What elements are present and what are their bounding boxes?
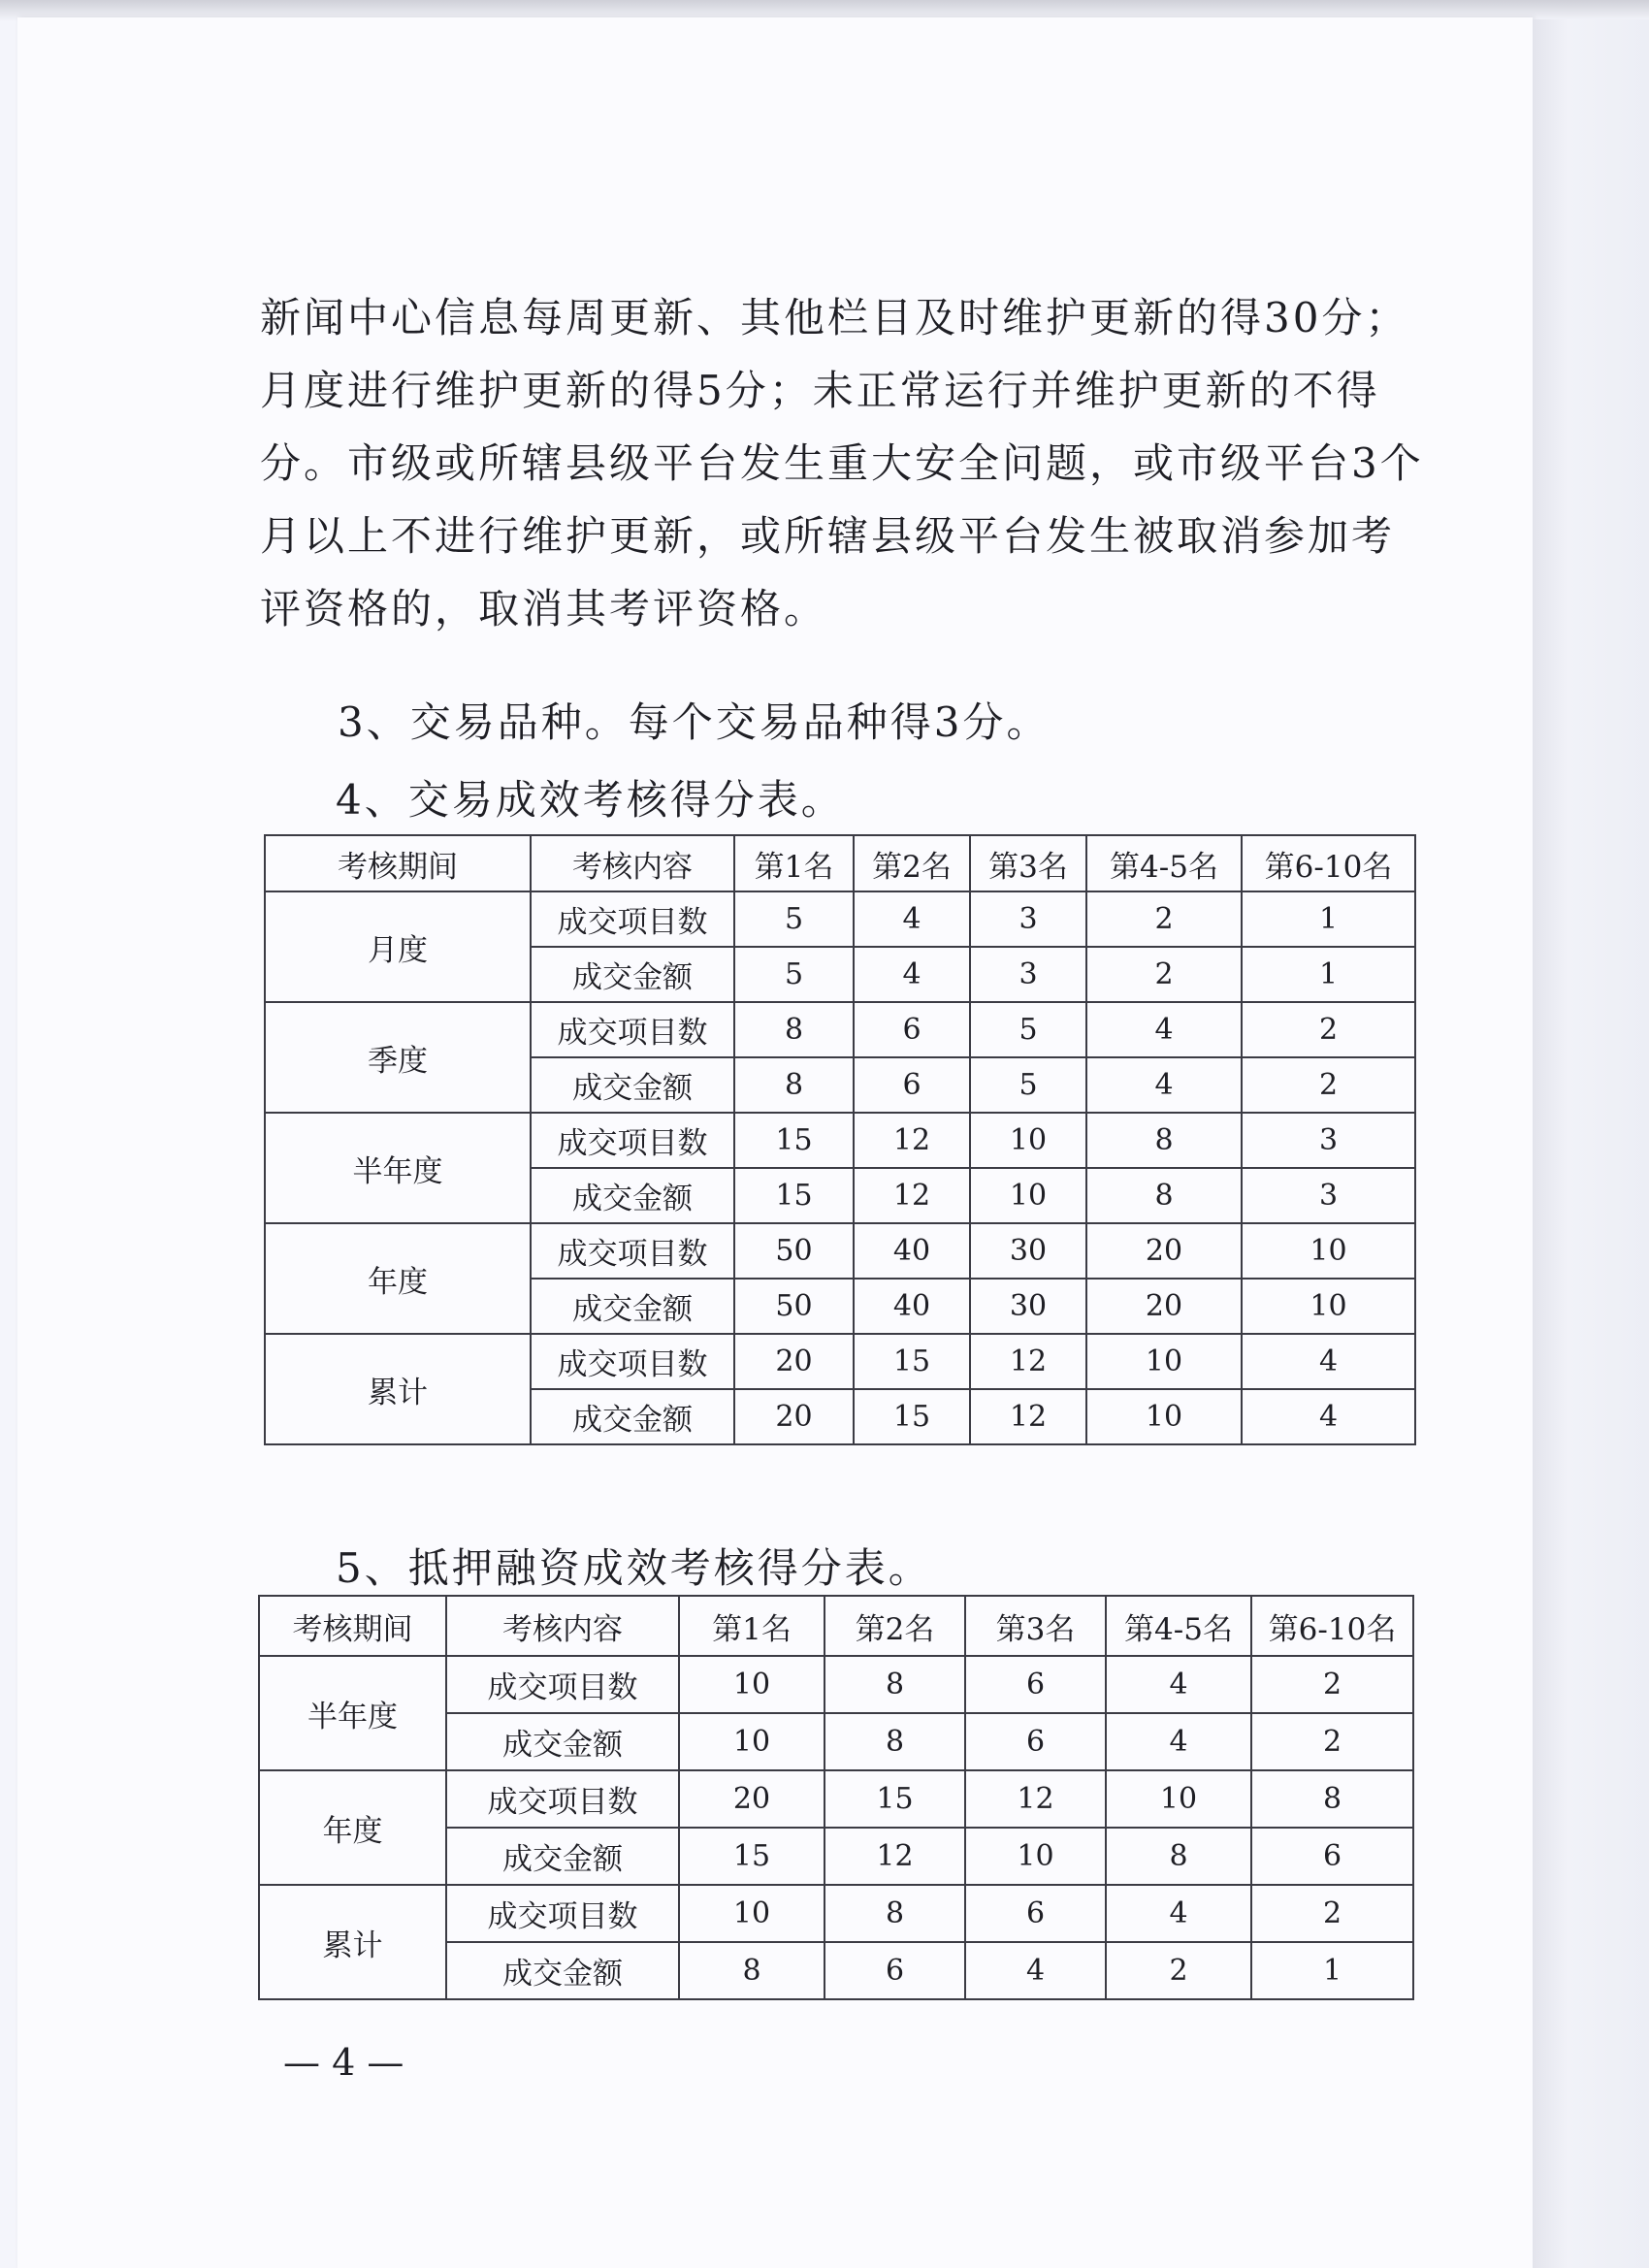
period-cell: 半年度 <box>259 1656 446 1770</box>
score-cell: 5 <box>970 1057 1086 1113</box>
table-row <box>259 1656 1413 1713</box>
content-cell: 成交金额 <box>446 1942 679 1999</box>
score-cell: 20 <box>679 1770 824 1828</box>
header-cell: 考核内容 <box>531 835 734 891</box>
header-cell: 第3名 <box>965 1596 1106 1656</box>
score-cell: 6 <box>854 1057 970 1113</box>
score-cell: 8 <box>1251 1770 1413 1828</box>
table-row <box>259 1885 1413 1942</box>
header-cell: 第2名 <box>824 1596 965 1656</box>
score-cell: 2 <box>1242 1057 1415 1113</box>
score-cell: 8 <box>734 1057 854 1113</box>
content-cell: 成交项目数 <box>446 1770 679 1828</box>
score-cell: 10 <box>1242 1279 1415 1334</box>
score-cell: 4 <box>854 891 970 947</box>
score-cell: 6 <box>854 1002 970 1057</box>
score-cell: 6 <box>965 1885 1106 1942</box>
header-cell: 第3名 <box>970 835 1086 891</box>
score-cell: 8 <box>734 1002 854 1057</box>
period-cell: 累计 <box>265 1334 531 1444</box>
content-cell: 成交金额 <box>531 1389 734 1444</box>
score-cell: 3 <box>970 891 1086 947</box>
score-cell: 12 <box>854 1113 970 1168</box>
content-cell: 成交项目数 <box>446 1885 679 1942</box>
score-cell: 10 <box>1242 1223 1415 1279</box>
period-cell: 季度 <box>265 1002 531 1113</box>
score-cell: 10 <box>1086 1389 1242 1444</box>
score-cell: 1 <box>1251 1942 1413 1999</box>
content-cell: 成交金额 <box>446 1828 679 1885</box>
score-cell: 2 <box>1251 1885 1413 1942</box>
score-cell: 20 <box>734 1334 854 1389</box>
content-cell: 成交项目数 <box>531 1334 734 1389</box>
table-header-row <box>259 1596 1413 1656</box>
score-cell: 12 <box>854 1168 970 1223</box>
header-cell: 第4-5名 <box>1086 835 1242 891</box>
score-cell: 4 <box>1242 1334 1415 1389</box>
score-cell: 15 <box>854 1389 970 1444</box>
score-cell: 4 <box>1242 1389 1415 1444</box>
score-cell: 8 <box>1106 1828 1251 1885</box>
content-cell: 成交金额 <box>446 1713 679 1770</box>
score-cell: 12 <box>970 1389 1086 1444</box>
header-cell: 第2名 <box>854 835 970 891</box>
score-cell: 5 <box>734 947 854 1002</box>
score-cell: 10 <box>970 1113 1086 1168</box>
content-cell: 成交金额 <box>531 947 734 1002</box>
header-cell: 第6-10名 <box>1242 835 1415 891</box>
table-row <box>265 1334 1415 1389</box>
header-cell: 第4-5名 <box>1106 1596 1251 1656</box>
score-cell: 10 <box>1086 1334 1242 1389</box>
score-cell: 10 <box>1106 1770 1251 1828</box>
score-cell: 8 <box>824 1713 965 1770</box>
header-cell: 第6-10名 <box>1251 1596 1413 1656</box>
score-cell: 6 <box>965 1656 1106 1713</box>
period-cell: 年度 <box>259 1770 446 1885</box>
item-4-heading: 4、交易成效考核得分表。 <box>336 776 845 824</box>
score-cell: 15 <box>734 1113 854 1168</box>
score-cell: 15 <box>824 1770 965 1828</box>
adjacent-page-edge <box>1533 19 1649 2268</box>
score-cell: 8 <box>679 1942 824 1999</box>
score-cell: 50 <box>734 1279 854 1334</box>
score-cell: 12 <box>824 1828 965 1885</box>
score-cell: 6 <box>1251 1828 1413 1885</box>
header-cell: 考核期间 <box>259 1596 446 1656</box>
content-cell: 成交金额 <box>531 1057 734 1113</box>
score-cell: 15 <box>854 1334 970 1389</box>
period-cell: 累计 <box>259 1885 446 1999</box>
score-cell: 20 <box>734 1389 854 1444</box>
header-cell: 考核期间 <box>265 835 531 891</box>
score-cell: 10 <box>965 1828 1106 1885</box>
period-cell: 月度 <box>265 891 531 1002</box>
score-cell: 30 <box>970 1279 1086 1334</box>
score-cell: 4 <box>1086 1002 1242 1057</box>
score-cell: 40 <box>854 1223 970 1279</box>
score-cell: 5 <box>734 891 854 947</box>
score-cell: 2 <box>1242 1002 1415 1057</box>
score-cell: 3 <box>1242 1168 1415 1223</box>
header-cell: 第1名 <box>734 835 854 891</box>
score-cell: 10 <box>679 1713 824 1770</box>
score-cell: 12 <box>965 1770 1106 1828</box>
score-cell: 6 <box>965 1713 1106 1770</box>
score-cell: 4 <box>854 947 970 1002</box>
table-row <box>265 891 1415 947</box>
score-cell: 15 <box>679 1828 824 1885</box>
paragraph-platform-maintenance: 新闻中心信息每周更新、其他栏目及时维护更新的得30分；月度进行维护更新的得5分；未正常运行并维护更新的不得分。市级或所辖县级平台发生重大安全问题，或市级平台3个月以上不进行维护更新，或所辖县级平台发生被取消参加考评资格的，取消其考评资格。 <box>260 294 1424 632</box>
score-cell: 2 <box>1106 1942 1251 1999</box>
score-cell: 12 <box>970 1334 1086 1389</box>
content-cell: 成交金额 <box>531 1168 734 1223</box>
score-cell: 10 <box>679 1885 824 1942</box>
score-cell: 4 <box>965 1942 1106 1999</box>
content-cell: 成交项目数 <box>531 1002 734 1057</box>
score-cell: 4 <box>1106 1713 1251 1770</box>
score-cell: 10 <box>970 1168 1086 1223</box>
mortgage-financing-score-table <box>258 1595 1414 2000</box>
table-row <box>265 1223 1415 1279</box>
score-cell: 4 <box>1106 1885 1251 1942</box>
score-cell: 30 <box>970 1223 1086 1279</box>
score-cell: 1 <box>1242 947 1415 1002</box>
score-cell: 4 <box>1106 1656 1251 1713</box>
score-cell: 10 <box>679 1656 824 1713</box>
score-cell: 3 <box>970 947 1086 1002</box>
score-cell: 5 <box>970 1002 1086 1057</box>
score-cell: 2 <box>1251 1656 1413 1713</box>
transaction-score-table <box>264 834 1416 1445</box>
period-cell: 半年度 <box>265 1113 531 1223</box>
score-cell: 8 <box>1086 1168 1242 1223</box>
table-row <box>265 1113 1415 1168</box>
score-cell: 8 <box>824 1656 965 1713</box>
item-3-trade-varieties: 3、交易品种。每个交易品种得3分。 <box>338 698 1051 746</box>
score-cell: 20 <box>1086 1279 1242 1334</box>
content-cell: 成交项目数 <box>446 1656 679 1713</box>
score-cell: 2 <box>1086 947 1242 1002</box>
content-cell: 成交项目数 <box>531 1223 734 1279</box>
item-5-heading: 5、抵押融资成效考核得分表。 <box>336 1544 932 1592</box>
header-cell: 第1名 <box>679 1596 824 1656</box>
table-header-row <box>265 835 1415 891</box>
content-cell: 成交项目数 <box>531 891 734 947</box>
score-cell: 50 <box>734 1223 854 1279</box>
page-number: — 4 — <box>283 2041 404 2084</box>
score-cell: 1 <box>1242 891 1415 947</box>
score-cell: 2 <box>1251 1713 1413 1770</box>
header-cell: 考核内容 <box>446 1596 679 1656</box>
score-cell: 20 <box>1086 1223 1242 1279</box>
table-row <box>265 1002 1415 1057</box>
score-cell: 3 <box>1242 1113 1415 1168</box>
score-cell: 8 <box>1086 1113 1242 1168</box>
score-cell: 4 <box>1086 1057 1242 1113</box>
content-cell: 成交项目数 <box>531 1113 734 1168</box>
score-cell: 40 <box>854 1279 970 1334</box>
score-cell: 6 <box>824 1942 965 1999</box>
score-cell: 15 <box>734 1168 854 1223</box>
table-row <box>259 1770 1413 1828</box>
score-cell: 2 <box>1086 891 1242 947</box>
period-cell: 年度 <box>265 1223 531 1334</box>
score-cell: 8 <box>824 1885 965 1942</box>
content-cell: 成交金额 <box>531 1279 734 1334</box>
